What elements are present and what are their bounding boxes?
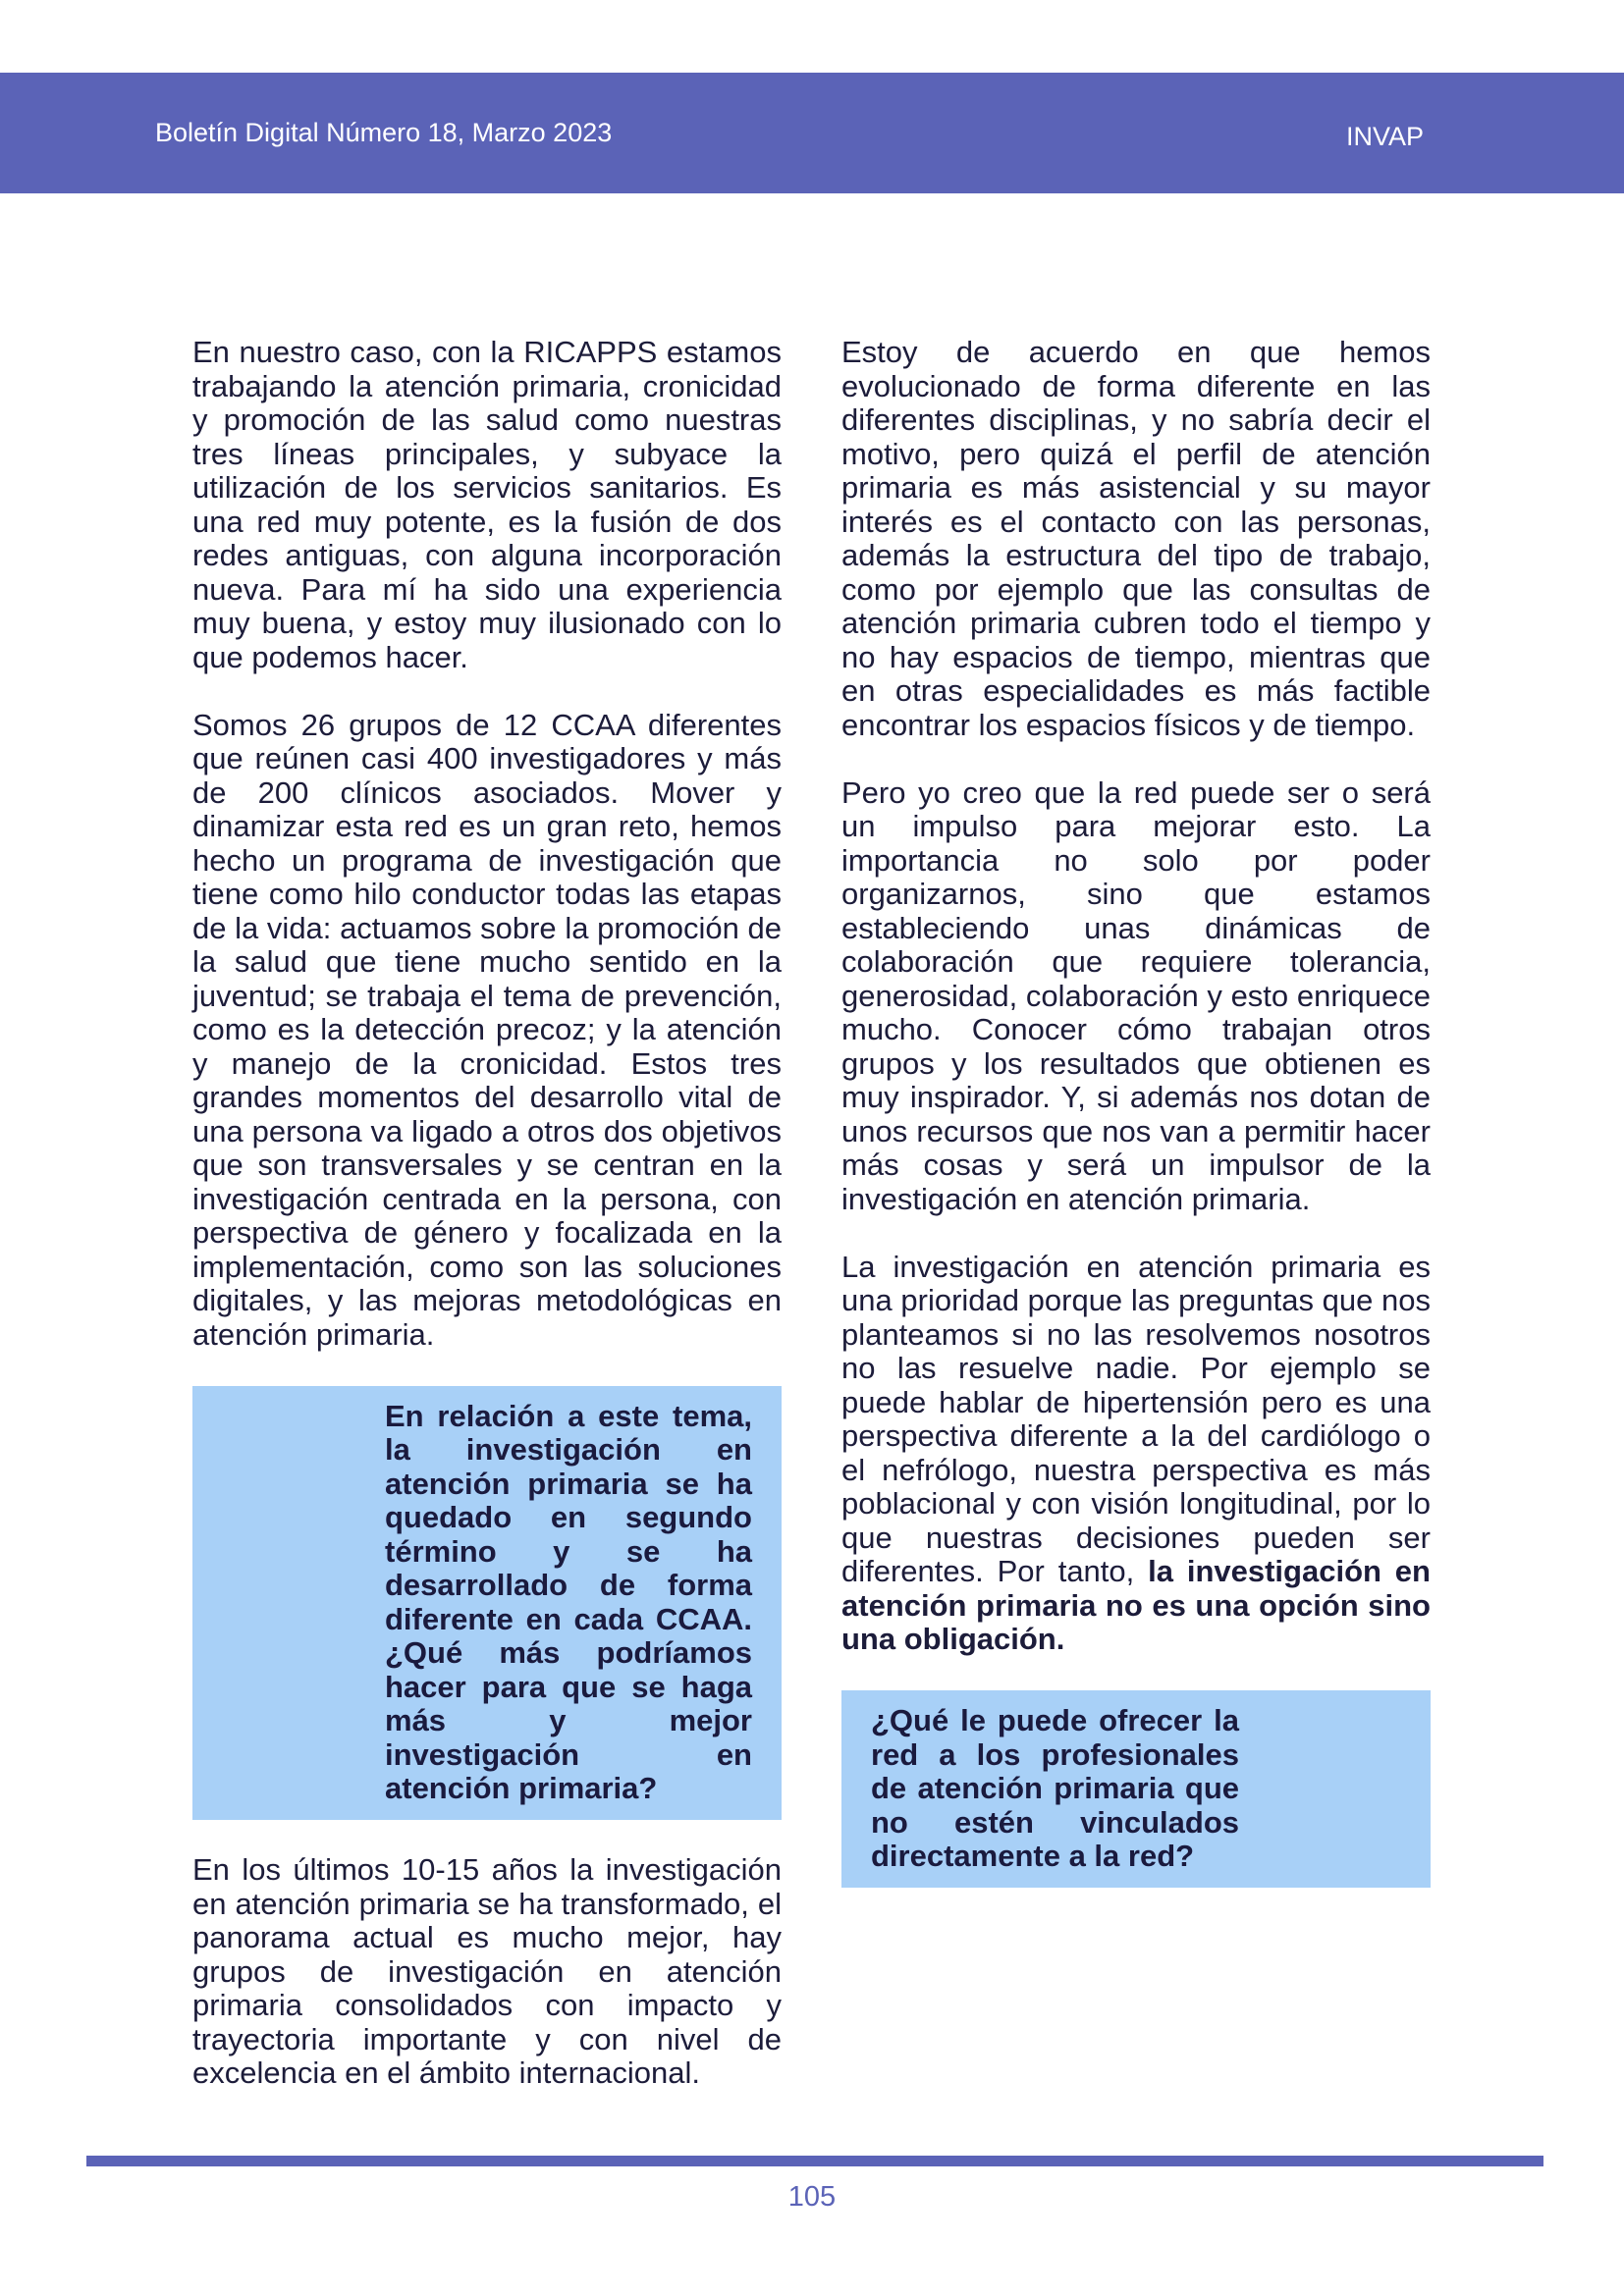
emphasis-text: la investigación en atención primaria no es una opción sino una obligación. xyxy=(841,1554,1431,1656)
paragraph: En los últimos 10-15 años la investigación en atención primaria se ha transformado, el panorama actual es mucho mejor, hay grupos de investigación en atención primaria consolidados con impacto y trayectoria importante y con nivel de excelencia en el ámbito internacional. xyxy=(192,1852,782,2090)
paragraph: Pero yo creo que la red puede ser o será un impulso para mejorar esto. La importancia no solo por poder organizarnos, sino que estamos estableciendo unas dinámicas de colaboración que requiere tolerancia, generosidad, colaboración y esto enriquece mucho. Conocer cómo trabajan otros grupos y los resultados que obtienen es muy inspirador. Y, si además nos dotan de unos recursos que nos van a permitir hacer más cosas y será un impulsor de la investigación en atención primaria. xyxy=(841,774,1431,1216)
publication-title: Boletín Digital Número 18, Marzo 2023 xyxy=(155,118,613,147)
paragraph: En nuestro caso, con la RICAPPS estamos trabajando la atención primaria, cronicidad y promoción de las salud como nuestras tres líneas principales, y subyace la utilización de los servicios sanitarios. Es una red muy potente, es la fusión de dos redes antiguas, con alguna incorporación nueva. Para mí ha sido una experiencia muy buena, y estoy muy ilusionado con lo que podemos hacer. xyxy=(192,335,782,674)
page-number: 105 xyxy=(787,2181,837,2213)
interview-question: En relación a este tema, la investigación en atención primaria se ha quedado en segundo término y se ha desarrollado de forma diferente en cada CCAA. ¿Qué más podríamos hacer para que se haga más y mejor investigación en atención primaria? xyxy=(192,1386,782,1820)
left-column xyxy=(192,336,782,2124)
right-column xyxy=(841,336,1431,1921)
paragraph: Somos 26 grupos de 12 CCAA diferentes que reúnen casi 400 investigadores y más de 200 clínicos asociados. Mover y dinamizar esta red es un gran reto, hemos hecho un programa de investigación que tiene como hilo conductor todas las etapas de la vida: actuamos sobre la promoción de la salud que tiene mucho sentido en la juventud; se trabaja el tema de prevención, como es la detección precoz; y la atención y manejo de la cronicidad. Estos tres grandes momentos del desarrollo vital de una persona va ligado a otros dos objetivos que son transversales y se centran en la investigación centrada en la persona, con perspectiva de género y focalizada en la implementación, como son las soluciones digitales, y las mejoras metodológicas en atención primaria. xyxy=(192,707,782,1352)
paragraph-text: La investigación en atención primaria es una prioridad porque las preguntas que nos planteamos si no las resolvemos nosotros no las resuelve nadie. Por ejemplo se puede hablar de hipertensión pero es una perspectiva diferente a la del cardiólogo o el nefrólogo, nuestra perspectiva es más poblacional y con visión longitudinal, por lo que nuestras decisiones pueden ser diferentes. Por tanto, xyxy=(841,1249,1431,1588)
footer-rule xyxy=(86,2156,1543,2166)
header-bar xyxy=(0,73,1624,193)
organization-name: INVAP xyxy=(1345,122,1424,151)
interview-question: ¿Qué le puede ofrecer la red a los profesionales de atención primaria que no estén vinculados directamente a la red? xyxy=(841,1690,1431,1888)
paragraph xyxy=(841,1251,1431,1657)
paragraph: Estoy de acuerdo en que hemos evolucionado de forma diferente en las diferentes disciplinas, y no sabría decir el motivo, pero quizá el perfil de atención primaria es más asistencial y su mayor interés es el contacto con las personas, además la estructura del tipo de trabajo, como por ejemplo que las consultas de atención primaria cubren todo el tiempo y no hay espacios de tiempo, mientras que en otras especialidades es más factible encontrar los espacios físicos y de tiempo. xyxy=(841,335,1431,742)
